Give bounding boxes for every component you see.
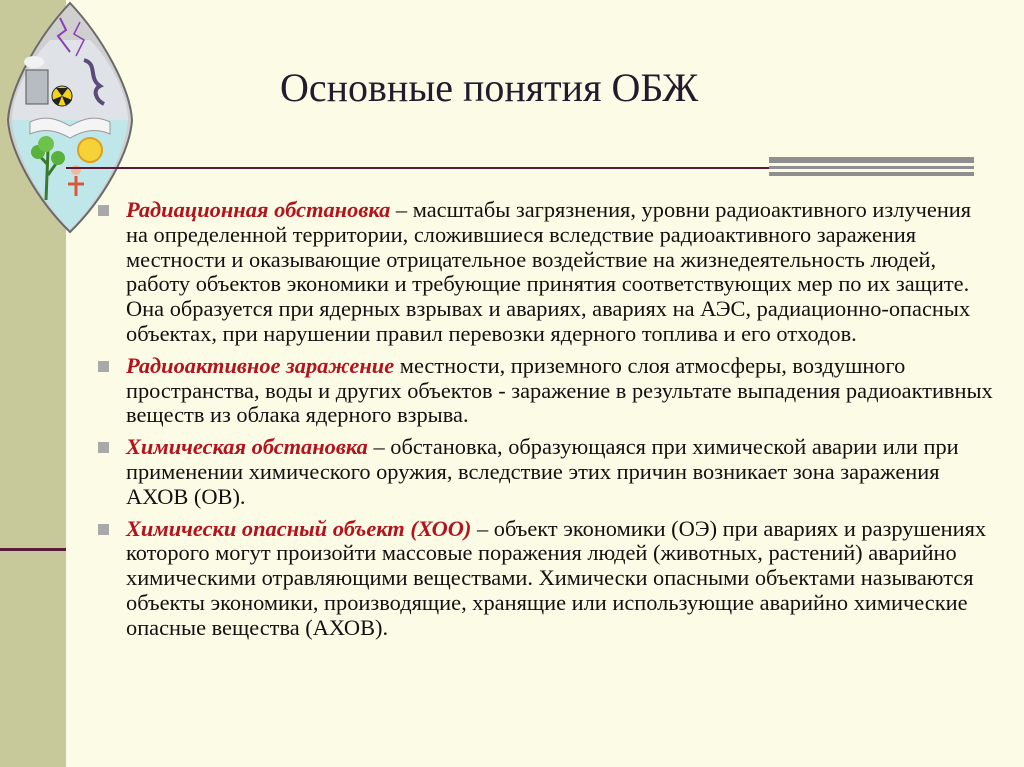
definitions-list <box>96 198 996 648</box>
definition: – объект экономики (ОЭ) при авариях и разрушениях которого могут произойти массовые поражения людей (животных, растений) аварийно химическими отравляющими веществами. Химически опасными объектами называются объекты экономики, производящие, хранящие или использующие аварийно химические опасные вещества (АХОВ). <box>126 515 987 640</box>
page-title: Основные понятия ОБЖ <box>280 65 699 110</box>
title-accent-bars <box>769 157 974 176</box>
bullet-square-icon <box>98 205 109 216</box>
list-item <box>96 354 996 428</box>
bullet-square-icon <box>98 524 109 535</box>
list-item <box>96 435 996 509</box>
term: Радиоактивное заражение <box>126 352 395 378</box>
bullet-square-icon <box>98 442 109 453</box>
list-item <box>96 198 996 347</box>
definition: местности, приземного слоя атмосферы, воздушного пространства, воды и других объектов - заражение в результате выпадения радиоактивных веществ из облака ядерного взрыва. <box>126 352 993 428</box>
term: Химически опасный объект (ХОО) <box>126 515 472 541</box>
list-item <box>96 517 996 641</box>
bullet-square-icon <box>98 361 109 372</box>
definition: – масштабы загрязнения, уровни радиоактивного излучения на определенной территории, сложившиеся вследствие радиоактивного заражения местности и оказывающие отрицательное воздействие на жизнедеятельность людей, работу объектов экономики и требующие принятия соответствующих мер по их защите. Она образуется при ядерных взрывах и авариях, авариях на АЭС, радиационно-опасных объектах, при нарушении правил перевозки ядерного топлива и его отходов. <box>126 197 972 346</box>
definition: – обстановка, образующаяся при химической аварии или при применении химического оружия, вследствие этих причин возникает зона заражения АХОВ (ОВ). <box>126 434 959 509</box>
side-band-divider <box>0 548 66 551</box>
term: Химическая обстановка <box>126 434 368 460</box>
term: Радиационная обстановка <box>126 197 391 222</box>
